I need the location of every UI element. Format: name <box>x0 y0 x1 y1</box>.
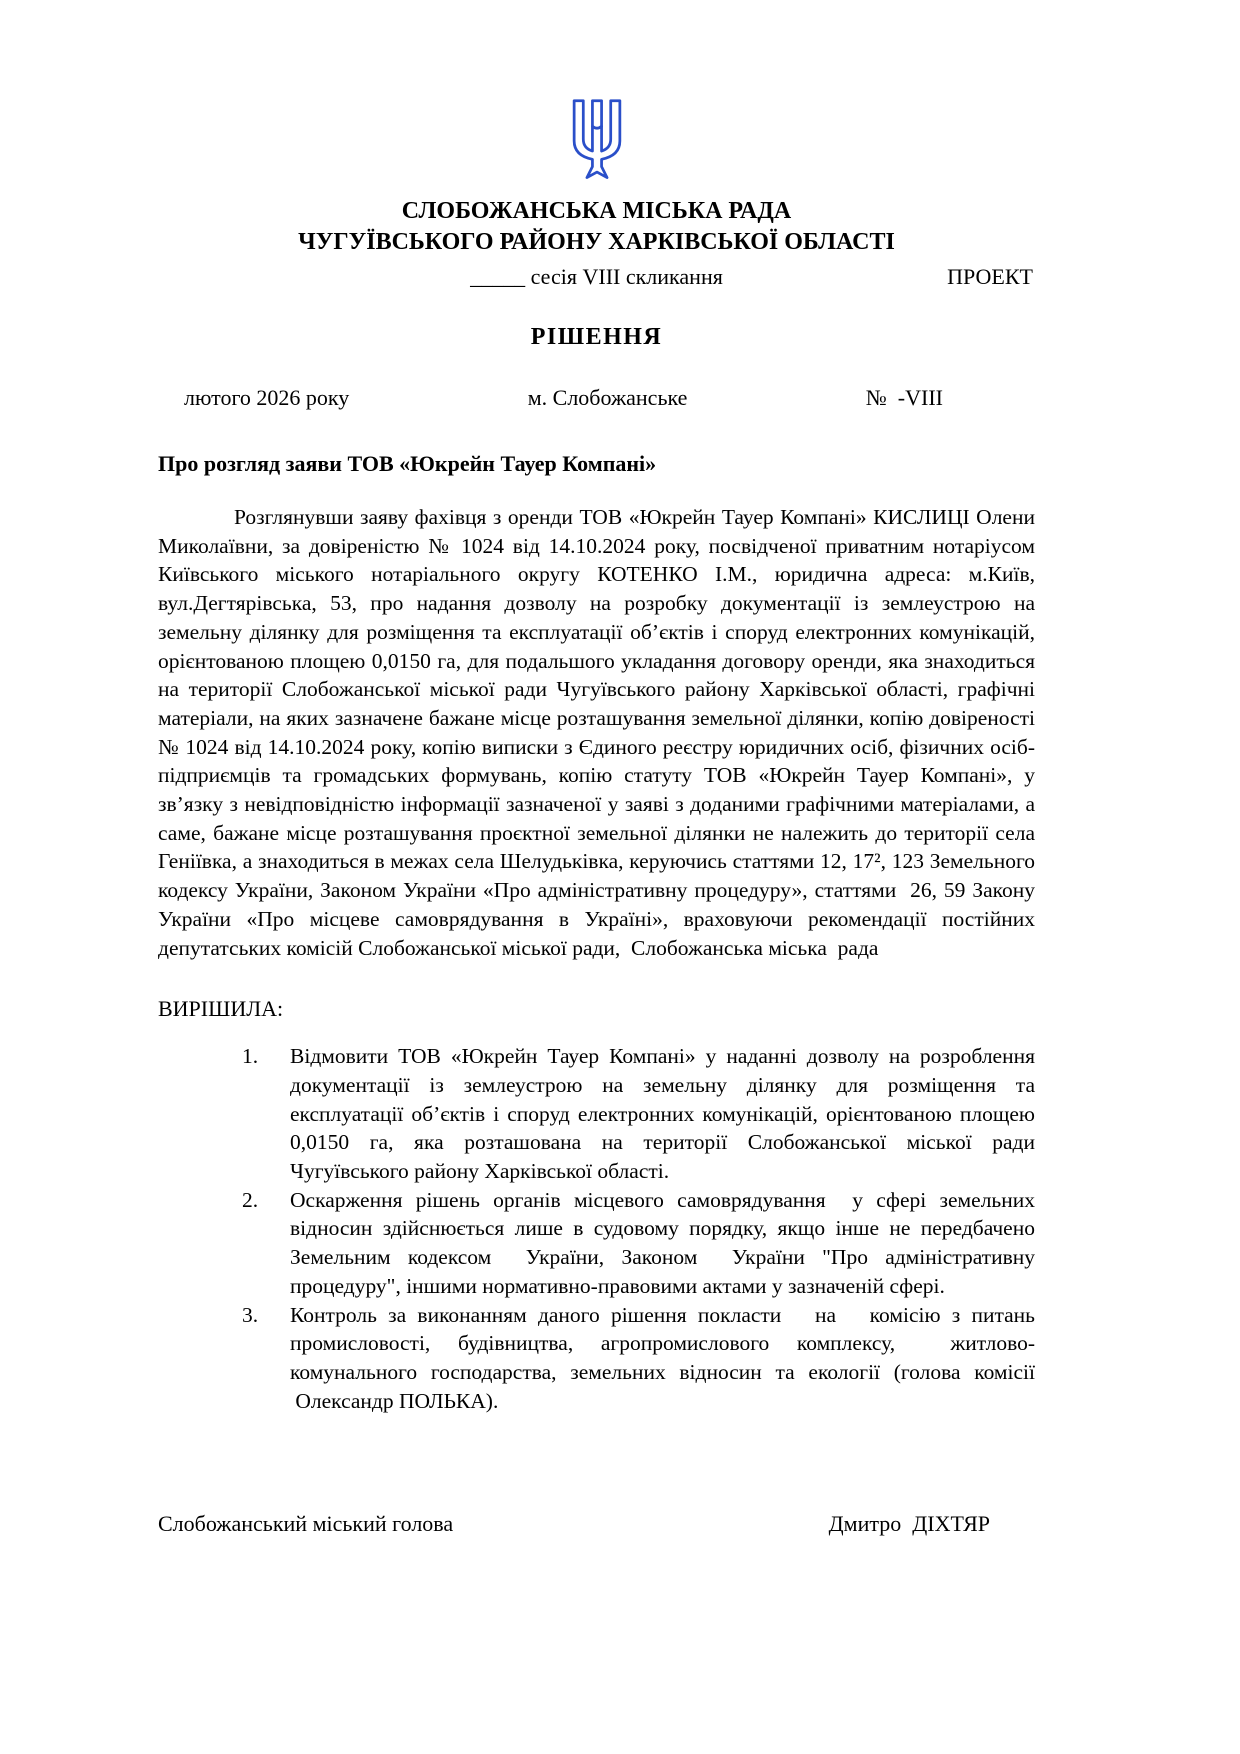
item-text: Оскарження рішень органів місцевого самоврядування у сфері земельних відносин здійснюється лише в судовому порядку, якщо інше не передбачено Земельним кодексом України, Законом України "Про адміністративну процедуру", іншими нормативно-правовими актами у зазначеній сфері. <box>290 1187 1035 1298</box>
item-number: 2. <box>242 1187 259 1212</box>
item-number: 3. <box>242 1302 259 1327</box>
item-text: Відмовити ТОВ «Юкрейн Тауер Компані» у наданні дозволу на розроблення документації із землеустрою на земельну ділянку для розміщення та експлуатації об’єктів і споруд електронних комунікацій, орієнтованою площею 0,0150 га, яка розташована на території Слобожанської міської ради Чугуївського району Харківської області. <box>290 1044 1035 1184</box>
item-text: Контроль за виконанням даного рішення покласти на комісію з питань промисловості, будівництва, агропромислового комплексу, житлово-комунального господарства, земельних відносин та екології (голова комісії Олександр ПОЛЬКА). <box>290 1302 1035 1413</box>
document-number: № -VIII <box>865 385 943 410</box>
council-name: СЛОБОЖАНСЬКА МІСЬКА РАДА <box>401 198 792 224</box>
document-place: м. Слобожанське <box>527 385 688 410</box>
coat-of-arms <box>158 92 1035 190</box>
date-row <box>158 385 1035 411</box>
resolution-item-2 <box>158 1186 1035 1301</box>
session-line: _____ сесія VIII скликання <box>470 264 723 289</box>
signer-name: Дмитро ДІХТЯР <box>828 1511 990 1537</box>
signer-position: Слобожанський міський голова <box>158 1511 454 1537</box>
resolved-label: ВИРІШИЛА: <box>158 996 284 1022</box>
preamble-paragraph: Розглянувши заяву фахівця з оренди ТОВ «Юкрейн Тауер Компані» КИСЛИЦІ Олени Миколаївни, за довіреністю № 1024 від 14.10.2024 року, посвідченої приватним нотаріусом Київського міського нотаріального округу КОТЕНКО І.М., юридична адреса: м.Київ, вул.Дегтярівська, 53, про надання дозволу на розробку документації із землеустрою на земельну ділянку для розміщення та експлуатації об’єктів і споруд електронних комунікацій, орієнтованою площею 0,0150 га, для подальшого укладання договору оренди, яка знаходиться на території Слобожанської міської ради Чугуївського району Харківської області, графічні матеріали, на яких зазначене бажане місце розташування земельної ділянки, копію довіреності № 1024 від 14.10.2024 року, копію виписки з Єдиного реєстру юридичних осіб, фізичних осіб-підприємців та громадських формувань, копію статуту ТОВ «Юкрейн Тауер Компані», у зв’язку з невідповідністю інформації зазначеної у заяві з доданими графічними матеріалами, а саме, бажане місце розташування проєктної земельної ділянки не належить до території села Геніївка, а знаходиться в межах села Шелудьківка, керуючись статтями 12, 17², 123 Земельного кодексу України, Законом України «Про адміністративну процедуру», статтями 26, 59 Закону України «Про місцеве самоврядування в Україні», враховуючи рекомендації постійних депутатських комісій Слобожанської міської ради, Слобожанська міська рада <box>158 505 1035 960</box>
district-name: ЧУГУЇВСЬКОГО РАЙОНУ ХАРКІВСЬКОЇ ОБЛАСТІ <box>298 229 895 255</box>
draft-label: ПРОЕКТ <box>947 264 1033 289</box>
trident-icon <box>565 92 629 190</box>
session-row <box>158 262 1035 292</box>
document-type-title: РІШЕННЯ <box>530 324 663 350</box>
document-date: лютого 2026 року <box>184 385 350 410</box>
resolution-item-1 <box>158 1042 1035 1186</box>
subject-line: Про розгляд заяви ТОВ «Юкрейн Тауер Компані» <box>158 451 657 476</box>
signature-row <box>158 1511 1035 1537</box>
item-number: 1. <box>242 1044 259 1069</box>
resolution-item-3 <box>158 1301 1035 1416</box>
resolution-list <box>158 1042 1035 1415</box>
